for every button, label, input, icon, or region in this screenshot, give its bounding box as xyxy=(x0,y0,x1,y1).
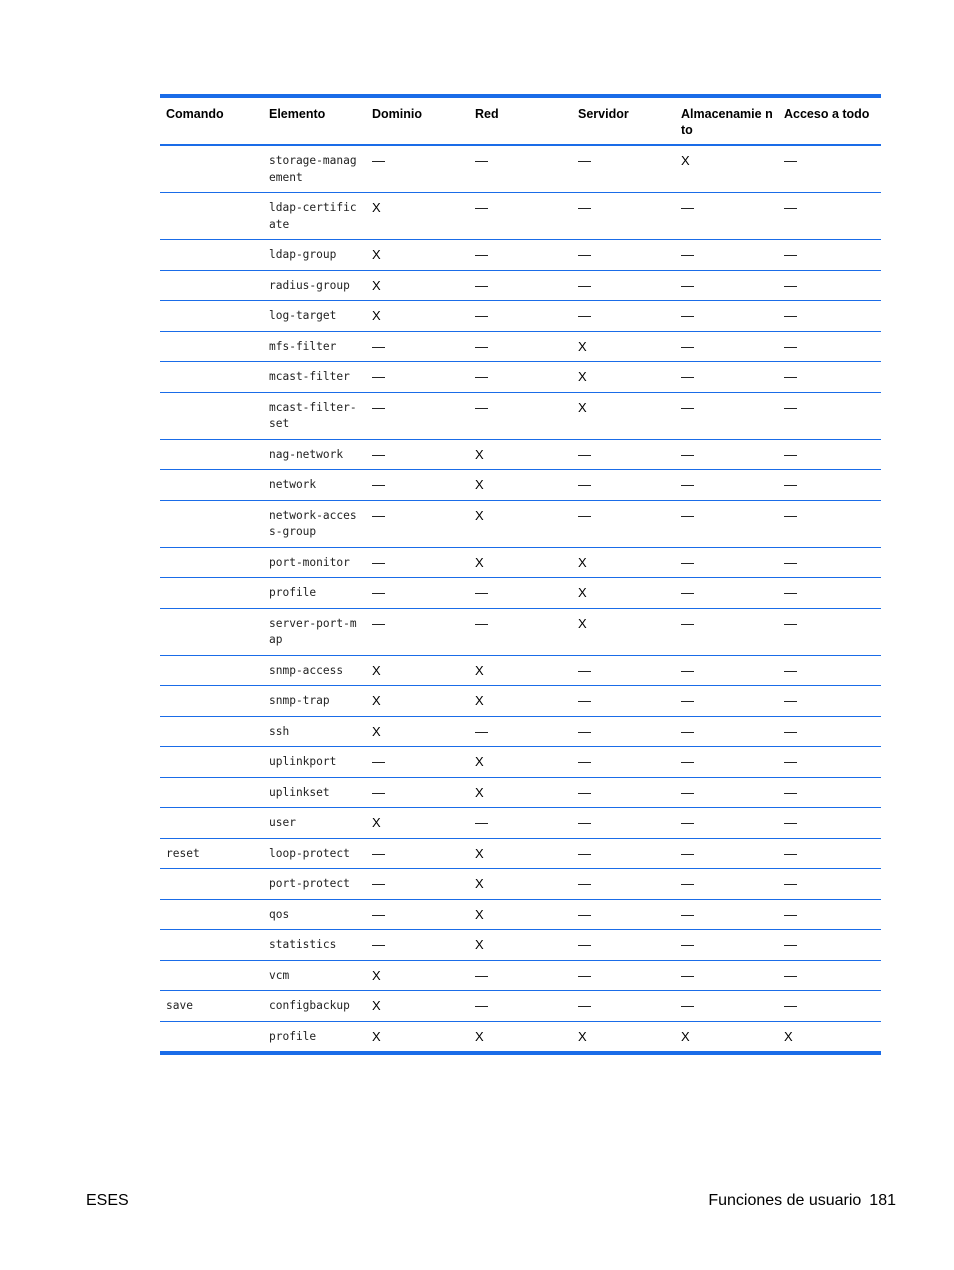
cell-acceso-a-todo: — xyxy=(778,301,881,332)
cell-elemento: vcm xyxy=(263,960,366,991)
cell-dominio: — xyxy=(366,608,469,655)
table-row xyxy=(160,331,881,362)
table-row xyxy=(160,193,881,240)
cell-red: X xyxy=(469,655,572,686)
cell-comando xyxy=(160,578,263,609)
cell-comando xyxy=(160,439,263,470)
cell-acceso-a-todo: — xyxy=(778,991,881,1022)
table-row xyxy=(160,145,881,193)
cell-comando: reset xyxy=(160,838,263,869)
cell-almacenamiento: — xyxy=(675,362,778,393)
cell-acceso-a-todo: — xyxy=(778,608,881,655)
cell-almacenamiento: — xyxy=(675,331,778,362)
cell-elemento: port-protect xyxy=(263,869,366,900)
header-servidor: Servidor xyxy=(572,96,675,145)
cell-almacenamiento: — xyxy=(675,578,778,609)
cell-servidor: — xyxy=(572,808,675,839)
table-row xyxy=(160,1021,881,1053)
cell-dominio: X xyxy=(366,960,469,991)
cell-dominio: — xyxy=(366,470,469,501)
cell-dominio: X xyxy=(366,301,469,332)
cell-red: — xyxy=(469,240,572,271)
table-row xyxy=(160,240,881,271)
cell-comando xyxy=(160,930,263,961)
header-row xyxy=(160,96,881,145)
cell-servidor: — xyxy=(572,960,675,991)
cell-almacenamiento: — xyxy=(675,500,778,547)
cell-servidor: X xyxy=(572,331,675,362)
cell-acceso-a-todo: — xyxy=(778,240,881,271)
cell-dominio: — xyxy=(366,869,469,900)
cell-dominio: — xyxy=(366,777,469,808)
cell-almacenamiento: — xyxy=(675,240,778,271)
cell-almacenamiento: — xyxy=(675,547,778,578)
cell-servidor: X xyxy=(572,578,675,609)
cell-elemento: mcast-filter xyxy=(263,362,366,393)
header-almacenamiento: Almacenamie nto xyxy=(675,96,778,145)
cell-almacenamiento: — xyxy=(675,777,778,808)
cell-almacenamiento: — xyxy=(675,439,778,470)
cell-servidor: — xyxy=(572,838,675,869)
cell-elemento: server-port-map xyxy=(263,608,366,655)
table-row xyxy=(160,808,881,839)
cell-elemento: snmp-trap xyxy=(263,686,366,717)
cell-elemento: ssh xyxy=(263,716,366,747)
cell-comando xyxy=(160,686,263,717)
cell-red: X xyxy=(469,500,572,547)
cell-servidor: — xyxy=(572,470,675,501)
cell-dominio: — xyxy=(366,899,469,930)
cell-elemento: ldap-certificate xyxy=(263,193,366,240)
cell-servidor: — xyxy=(572,270,675,301)
cell-comando xyxy=(160,655,263,686)
cell-comando xyxy=(160,470,263,501)
cell-servidor: X xyxy=(572,547,675,578)
cell-elemento: storage-management xyxy=(269,154,357,184)
cell-dominio: — xyxy=(366,547,469,578)
cell-comando xyxy=(160,145,263,193)
cell-servidor: X xyxy=(572,362,675,393)
cell-red: X xyxy=(469,869,572,900)
header-acceso-a-todo: Acceso a todo xyxy=(778,96,881,145)
cell-elemento: snmp-access xyxy=(263,655,366,686)
cell-acceso-a-todo: — xyxy=(778,808,881,839)
cell-acceso-a-todo: — xyxy=(778,899,881,930)
cell-dominio: X xyxy=(366,655,469,686)
cell-almacenamiento: — xyxy=(675,960,778,991)
cell-comando xyxy=(160,500,263,547)
cell-red: — xyxy=(469,331,572,362)
cell-dominio: — xyxy=(372,153,385,168)
cell-comando xyxy=(160,716,263,747)
cell-elemento: user xyxy=(263,808,366,839)
cell-almacenamiento: — xyxy=(675,930,778,961)
cell-red: — xyxy=(469,578,572,609)
cell-red: — xyxy=(469,608,572,655)
cell-servidor: — xyxy=(572,439,675,470)
cell-acceso-a-todo: — xyxy=(778,392,881,439)
cell-almacenamiento: — xyxy=(675,838,778,869)
cell-acceso-a-todo: — xyxy=(778,362,881,393)
cell-red: — xyxy=(469,960,572,991)
cell-comando xyxy=(160,240,263,271)
cell-comando xyxy=(160,808,263,839)
cell-servidor: — xyxy=(572,655,675,686)
cell-almacenamiento: — xyxy=(675,716,778,747)
cell-red: X xyxy=(469,470,572,501)
cell-dominio: X xyxy=(366,1021,469,1053)
cell-servidor: — xyxy=(572,686,675,717)
cell-servidor: — xyxy=(572,777,675,808)
cell-red: — xyxy=(469,301,572,332)
cell-red: — xyxy=(469,362,572,393)
cell-elemento: nag-network xyxy=(263,439,366,470)
table-row xyxy=(160,655,881,686)
table-row xyxy=(160,547,881,578)
cell-red: X xyxy=(469,686,572,717)
cell-acceso-a-todo: — xyxy=(778,838,881,869)
table-row xyxy=(160,899,881,930)
cell-comando xyxy=(160,301,263,332)
cell-dominio: — xyxy=(366,838,469,869)
table-row xyxy=(160,500,881,547)
cell-servidor: — xyxy=(572,240,675,271)
cell-elemento: qos xyxy=(263,899,366,930)
cell-acceso-a-todo: — xyxy=(778,930,881,961)
table-row xyxy=(160,270,881,301)
cell-acceso-a-todo: — xyxy=(778,193,881,240)
cell-dominio: X xyxy=(366,193,469,240)
cell-almacenamiento: X xyxy=(681,153,690,168)
table-body xyxy=(160,145,881,1053)
cell-almacenamiento: — xyxy=(675,301,778,332)
cell-comando xyxy=(160,270,263,301)
cell-servidor: — xyxy=(572,869,675,900)
cell-almacenamiento: — xyxy=(675,392,778,439)
header-elemento: Elemento xyxy=(263,96,366,145)
cell-dominio: X xyxy=(366,808,469,839)
cell-servidor: — xyxy=(572,716,675,747)
table-row xyxy=(160,869,881,900)
header-comando: Comando xyxy=(160,96,263,145)
cell-acceso-a-todo: — xyxy=(778,686,881,717)
table-row xyxy=(160,960,881,991)
cell-dominio: — xyxy=(366,747,469,778)
cell-acceso-a-todo: — xyxy=(778,547,881,578)
cell-dominio: — xyxy=(366,362,469,393)
cell-red: X xyxy=(469,777,572,808)
cell-elemento: uplinkset xyxy=(263,777,366,808)
cell-servidor: — xyxy=(572,193,675,240)
cell-dominio: — xyxy=(366,439,469,470)
header-dominio: Dominio xyxy=(366,96,469,145)
cell-comando xyxy=(160,392,263,439)
cell-red: X xyxy=(469,1021,572,1053)
footer-language-code: ESES xyxy=(86,1192,129,1209)
cell-elemento: mfs-filter xyxy=(263,331,366,362)
cell-elemento: profile xyxy=(263,578,366,609)
cell-acceso-a-todo: — xyxy=(778,655,881,686)
cell-elemento: port-monitor xyxy=(263,547,366,578)
cell-red: X xyxy=(469,747,572,778)
cell-comando xyxy=(160,960,263,991)
cell-red: X xyxy=(469,899,572,930)
table-row xyxy=(160,930,881,961)
cell-red: X xyxy=(469,838,572,869)
cell-servidor: — xyxy=(572,899,675,930)
cell-red: X xyxy=(469,930,572,961)
cell-acceso-a-todo: — xyxy=(778,470,881,501)
table-row xyxy=(160,608,881,655)
cell-comando xyxy=(160,547,263,578)
cell-comando xyxy=(160,362,263,393)
table-row xyxy=(160,777,881,808)
table-row xyxy=(160,716,881,747)
cell-acceso-a-todo: — xyxy=(778,716,881,747)
cell-dominio: — xyxy=(366,500,469,547)
cell-dominio: — xyxy=(366,930,469,961)
cell-acceso-a-todo: — xyxy=(778,960,881,991)
cell-elemento: profile xyxy=(263,1021,366,1053)
cell-elemento: network-access-group xyxy=(263,500,366,547)
table-row xyxy=(160,470,881,501)
cell-almacenamiento: — xyxy=(675,747,778,778)
cell-dominio: — xyxy=(366,392,469,439)
cell-acceso-a-todo: — xyxy=(778,500,881,547)
table-row xyxy=(160,578,881,609)
cell-red: X xyxy=(469,547,572,578)
cell-acceso-a-todo: — xyxy=(778,747,881,778)
cell-acceso-a-todo: — xyxy=(778,578,881,609)
cell-elemento: log-target xyxy=(263,301,366,332)
cell-red: — xyxy=(469,991,572,1022)
cell-almacenamiento: — xyxy=(675,899,778,930)
cell-acceso-a-todo: — xyxy=(778,777,881,808)
cell-red: — xyxy=(469,270,572,301)
cell-almacenamiento: — xyxy=(675,869,778,900)
footer-page-number: 181 xyxy=(869,1192,896,1209)
cell-red: — xyxy=(469,193,572,240)
cell-dominio: — xyxy=(366,578,469,609)
cell-almacenamiento: — xyxy=(675,655,778,686)
table-row xyxy=(160,301,881,332)
cell-dominio: X xyxy=(366,240,469,271)
cell-servidor: X xyxy=(572,392,675,439)
cell-dominio: X xyxy=(366,716,469,747)
cell-almacenamiento: — xyxy=(675,808,778,839)
cell-servidor: X xyxy=(572,1021,675,1053)
table-row xyxy=(160,991,881,1022)
cell-elemento: radius-group xyxy=(263,270,366,301)
table-row xyxy=(160,439,881,470)
cell-red: — xyxy=(469,716,572,747)
cell-comando: save xyxy=(160,991,263,1022)
cell-red: — xyxy=(475,153,488,168)
table-row xyxy=(160,747,881,778)
table-row xyxy=(160,392,881,439)
cell-acceso-a-todo: — xyxy=(778,439,881,470)
cell-comando xyxy=(160,193,263,240)
footer-page-info xyxy=(708,1192,896,1210)
table-row xyxy=(160,838,881,869)
table-row xyxy=(160,686,881,717)
cell-comando xyxy=(160,777,263,808)
cell-servidor: — xyxy=(572,301,675,332)
cell-red: — xyxy=(469,808,572,839)
cell-servidor: — xyxy=(572,747,675,778)
cell-almacenamiento: — xyxy=(675,608,778,655)
cell-servidor: — xyxy=(572,500,675,547)
cell-almacenamiento: — xyxy=(675,270,778,301)
cell-comando xyxy=(160,608,263,655)
cell-almacenamiento: — xyxy=(675,193,778,240)
permissions-table xyxy=(160,94,881,1055)
cell-comando xyxy=(160,1021,263,1053)
cell-almacenamiento: — xyxy=(675,686,778,717)
cell-dominio: X xyxy=(366,686,469,717)
cell-dominio: X xyxy=(366,991,469,1022)
cell-red: X xyxy=(469,439,572,470)
cell-comando xyxy=(160,331,263,362)
cell-acceso-a-todo: — xyxy=(778,869,881,900)
cell-acceso-a-todo: — xyxy=(784,153,797,168)
cell-acceso-a-todo: — xyxy=(778,270,881,301)
cell-elemento: ldap-group xyxy=(263,240,366,271)
cell-elemento: configbackup xyxy=(263,991,366,1022)
cell-almacenamiento: — xyxy=(675,991,778,1022)
cell-elemento: loop-protect xyxy=(263,838,366,869)
cell-dominio: — xyxy=(366,331,469,362)
cell-servidor: X xyxy=(572,608,675,655)
cell-almacenamiento: X xyxy=(675,1021,778,1053)
cell-elemento: uplinkport xyxy=(263,747,366,778)
cell-comando xyxy=(160,869,263,900)
cell-elemento: statistics xyxy=(263,930,366,961)
table-row xyxy=(160,362,881,393)
cell-dominio: X xyxy=(366,270,469,301)
cell-elemento: mcast-filter-set xyxy=(263,392,366,439)
cell-servidor: — xyxy=(572,991,675,1022)
cell-almacenamiento: — xyxy=(675,470,778,501)
cell-elemento: network xyxy=(263,470,366,501)
cell-acceso-a-todo: X xyxy=(778,1021,881,1053)
cell-red: — xyxy=(469,392,572,439)
cell-acceso-a-todo: — xyxy=(778,331,881,362)
cell-comando xyxy=(160,747,263,778)
footer-section-title: Funciones de usuario xyxy=(708,1192,862,1209)
cell-servidor: — xyxy=(572,930,675,961)
header-red: Red xyxy=(469,96,572,145)
cell-servidor: — xyxy=(578,153,591,168)
cell-comando xyxy=(160,899,263,930)
